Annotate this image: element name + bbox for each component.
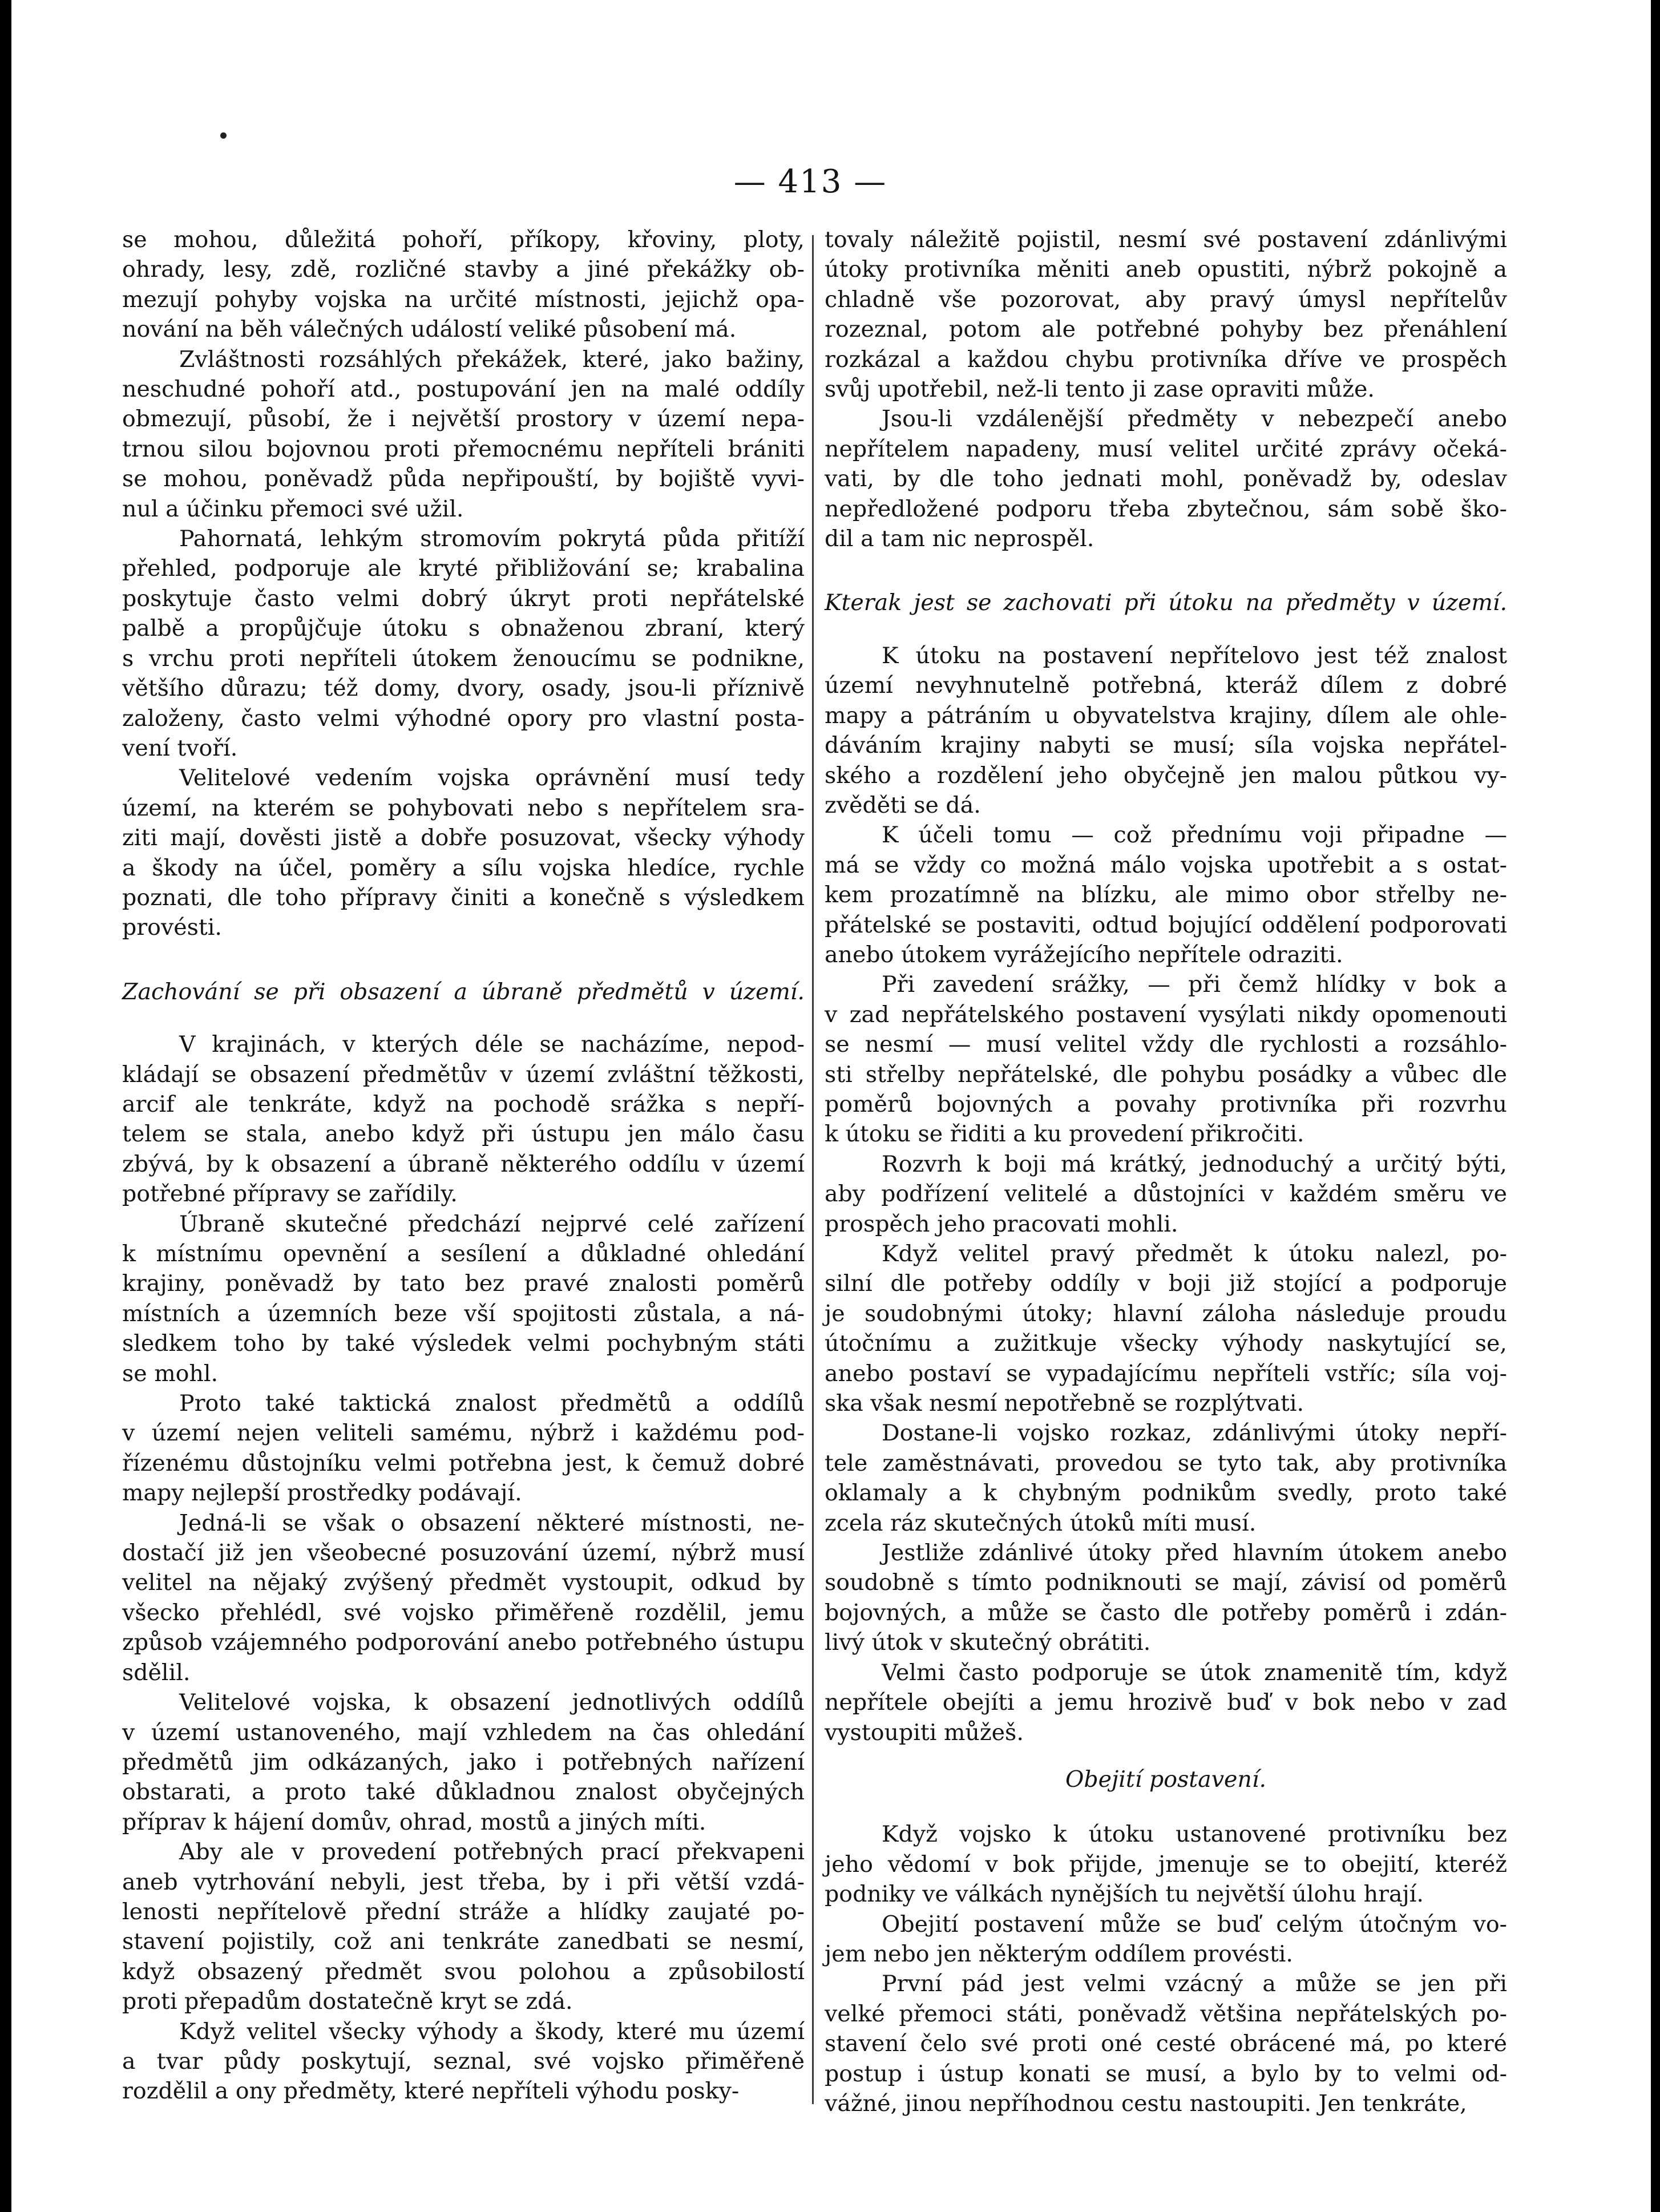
paragraph bbox=[825, 1910, 1507, 1969]
text-line: většího důrazu; též domy, dvory, osady, jsou-li příznivě bbox=[122, 675, 805, 702]
paragraph bbox=[825, 1149, 1507, 1239]
text-line: krajiny, poněvadž by tato bez pravé znalosti poměrů bbox=[122, 1270, 805, 1297]
text-line: má se vždy co možná málo vojska upotřebit a s ostat- bbox=[825, 851, 1507, 878]
text-line: oklamaly a k chybným podnikům svedly, proto také bbox=[825, 1480, 1507, 1507]
text-line: tovaly náležitě pojistil, nesmí své postavení zdánlivými bbox=[825, 227, 1507, 253]
text-line: První pád jest velmi vzácný a může se jen při bbox=[882, 1971, 1507, 1997]
text-line: livý útok v skutečný obrátiti. bbox=[825, 1629, 1151, 1656]
text-line: způsob vzájemného podporování anebo potřebného ústupu bbox=[122, 1629, 805, 1656]
text-line: soudobně s tímto podniknouti se mají, závisí od poměrů bbox=[825, 1569, 1507, 1596]
scan-border-left bbox=[0, 0, 11, 2212]
paragraph bbox=[122, 2017, 805, 2106]
text-line: prospěch jeho pracovati mohli. bbox=[825, 1210, 1178, 1237]
text-line: kem prozatímně na blízku, ale mimo obor střelby ne- bbox=[825, 882, 1507, 909]
text-line: příprav k hájení domův, ohrad, mostů a jiných míti. bbox=[122, 1809, 706, 1835]
text-line: řízenému důstojníku velmi potřebna jest, k čemuž dobré bbox=[122, 1450, 805, 1476]
paragraph bbox=[122, 1209, 805, 1388]
text-line: nepřítele obejíti a jemu hrozivě buď v bok nebo v zad bbox=[825, 1689, 1507, 1716]
text-line: Když velitel všecky výhody a škody, které mu území bbox=[179, 2018, 805, 2045]
text-line: zcela ráz skutečných útoků míti musí. bbox=[825, 1509, 1257, 1536]
text-line: Rozvrh k boji má krátký, jednoduchý a určitý býti, bbox=[882, 1151, 1507, 1177]
text-line: anebo postaví se vypadajícímu nepříteli vstříc; síla voj- bbox=[825, 1360, 1507, 1387]
paragraph bbox=[825, 1658, 1507, 1747]
text-line: sti střelby nepřátelské, dle pohybu posádky a vůbec dle bbox=[825, 1061, 1507, 1088]
text-line: Jsou-li vzdálenější předměty v nebezpečí anebo bbox=[882, 406, 1507, 433]
page-number: — 413 — bbox=[733, 163, 887, 200]
text-line: k místnímu opevnění a sesílení a důkladné ohledání bbox=[122, 1241, 805, 1267]
text-line: Jestliže zdánlivé útoky před hlavním útokem anebo bbox=[882, 1540, 1507, 1567]
paragraph bbox=[122, 763, 805, 942]
text-line: v území ustanoveného, mají vzhledem na čas ohledání bbox=[122, 1719, 805, 1746]
text-line: velké přemoci státi, poněvadž většina nepřátelských po- bbox=[825, 2000, 1507, 2027]
right-column bbox=[825, 225, 1507, 2118]
text-line: území nevyhnutelně potřebná, kteráž dílem z dobré bbox=[825, 672, 1507, 699]
text-line: obmezují, působí, že i největší prostory v území nepa- bbox=[122, 406, 805, 433]
text-line: trnou silou bojovnou proti přemocnému nepříteli brániti bbox=[122, 435, 805, 462]
text-line: K účeli tomu — což přednímu voji připadne — bbox=[882, 822, 1507, 849]
text-line: chladně vše pozorovat, aby pravý úmysl nepřítelův bbox=[825, 286, 1507, 313]
text-line: Aby ale v provedení potřebných prací překvapeni bbox=[179, 1839, 805, 1866]
text-line: Při zavedení srážky, — při čemž hlídky v bok a bbox=[882, 971, 1507, 998]
text-line: aby podřízení velitelé a důstojníci v každém směru ve bbox=[825, 1181, 1507, 1208]
text-line: arcif ale tenkráte, když na pochodě srážka s nepří- bbox=[122, 1091, 805, 1117]
text-line: Úbraně skutečné předchází nejprvé celé zařízení bbox=[179, 1210, 805, 1237]
text-line: s vrchu proti nepříteli útokem ženoucímu se podnikne, bbox=[122, 645, 805, 672]
text-line: aneb vytrhování nebyli, jest třeba, by i při větší vzdá- bbox=[122, 1868, 805, 1895]
paragraph bbox=[825, 1538, 1507, 1658]
text-line: se mohou, poněvadž půda nepřipouští, by bojiště vyvi- bbox=[122, 466, 805, 493]
text-line: ska však nesmí nepotřebně se rozplýtvati. bbox=[825, 1390, 1304, 1417]
text-line: Velitelové vedením vojska oprávnění musí tedy bbox=[179, 765, 805, 792]
text-line: poznati, dle toho přípravy činiti a konečně s výsledkem bbox=[122, 884, 805, 911]
column-divider bbox=[812, 235, 814, 2104]
paragraph bbox=[122, 524, 805, 763]
text-line: telem se stala, anebo když při ústupu jen málo času bbox=[122, 1121, 805, 1148]
paragraph bbox=[825, 1239, 1507, 1418]
text-line: postup i ústup konati se musí, a bylo by to velmi od- bbox=[825, 2060, 1507, 2087]
paragraph bbox=[122, 1030, 805, 1209]
text-line: stavení čelo své proti oné cesté obrácené má, po které bbox=[825, 2031, 1507, 2057]
text-line: velitel na nějaký zvýšený předmět vystoupit, odkud by bbox=[122, 1569, 805, 1596]
section-heading: Kterak jest se zachovati při útoku na předměty v území. bbox=[825, 590, 1507, 616]
text-line: poskytuje často velmi dobrý úkryt proti nepřátelské bbox=[122, 585, 805, 612]
text-line: rozkázal a každou chybu protivníka dříve ve prospěch bbox=[825, 346, 1507, 373]
paragraph bbox=[825, 1819, 1507, 1909]
text-line: mapy a pátráním u obyvatelstva krajiny, dílem ale ohle- bbox=[825, 702, 1507, 729]
text-line: a tvar půdy poskytují, seznal, své vojsko přiměřeně bbox=[122, 2048, 805, 2074]
text-line: neschudné pohoří atd., postupování jen na malé oddíly bbox=[122, 376, 805, 403]
text-line: dil a tam nic neprospěl. bbox=[825, 526, 1094, 552]
text-line: obstarati, a proto také důkladnou znalost obyčejných bbox=[122, 1779, 805, 1806]
text-line: nování na běh válečných událostí veliké působení má. bbox=[122, 316, 737, 343]
text-line: kládají se obsazení předmětův v území zvláštní těžkosti, bbox=[122, 1061, 805, 1088]
text-line: vati, by dle toho jednati mohl, poněvadž by, odeslav bbox=[825, 466, 1507, 493]
text-line: anebo útokem vyrážejícího nepřítele odraziti. bbox=[825, 941, 1343, 968]
text-line: Velitelové vojska, k obsazení jednotlivých oddílů bbox=[179, 1689, 805, 1716]
text-line: proti přepadům dostatečně kryt se zdá. bbox=[122, 1988, 573, 2015]
text-line: Dostane-li vojsko rozkaz, zdánlivými útoky nepří- bbox=[882, 1420, 1507, 1447]
text-line: Proto také taktická znalost předmětů a oddílů bbox=[179, 1390, 805, 1417]
text-line: ziti mají, dověsti jistě a dobře posuzovat, všecky výhody bbox=[122, 825, 805, 851]
paragraph bbox=[122, 1688, 805, 1837]
text-line: mezují pohyby vojska na určité místnosti, jejichž opa- bbox=[122, 286, 805, 313]
paragraph bbox=[825, 225, 1507, 404]
text-line: stavení pojistily, což ani tenkráte zanedbati se nesmí, bbox=[122, 1928, 805, 1955]
text-line: se mohl. bbox=[122, 1360, 219, 1387]
text-line: sledkem toho by také výsledek velmi pochybným státi bbox=[122, 1330, 805, 1357]
text-line: svůj upotřebil, než-li tento ji zase opraviti může. bbox=[825, 376, 1375, 403]
text-line: dáváním krajiny nabyti se musí; síla vojska nepřátel- bbox=[825, 732, 1507, 759]
paragraph bbox=[122, 1837, 805, 2016]
text-line: jem nebo jen některým oddílem provésti. bbox=[825, 1940, 1293, 1967]
text-line: silní dle potřeby oddíly v boji již stojící a podporuje bbox=[825, 1270, 1507, 1297]
text-line: v zad nepřátelského postavení vysýlati nikdy opomenouti bbox=[825, 1001, 1507, 1028]
text-line: V krajinách, v kterých déle se nacházíme, nepod- bbox=[179, 1031, 805, 1058]
text-line: potřebné přípravy se zařídily. bbox=[122, 1181, 458, 1208]
text-line: vystoupiti můžeš. bbox=[825, 1719, 1024, 1746]
text-line: vážné, jinou nepříhodnou cestu nastoupiti. Jen tenkráte, bbox=[825, 2090, 1467, 2117]
text-line: tele zaměstnávati, provedou se tyto tak, aby protivníka bbox=[825, 1450, 1507, 1476]
text-line: útočnímu a zužitkuje všecky výhody naskytující se, bbox=[825, 1330, 1507, 1357]
paragraph bbox=[825, 1418, 1507, 1538]
text-line: bojovných, a může se často dle potřeby poměrů i zdán- bbox=[825, 1599, 1507, 1626]
paragraph bbox=[122, 1508, 805, 1688]
text-line: ohrady, lesy, zdě, rozličné stavby a jiné překážky ob- bbox=[122, 256, 805, 283]
text-line: zbývá, by k obsazení a úbraně některého oddílu v území bbox=[122, 1151, 805, 1177]
paragraph bbox=[825, 970, 1507, 1149]
left-column bbox=[122, 225, 805, 2106]
text-line: přehled, podporuje ale kryté přibližování se; krabalina bbox=[122, 555, 805, 582]
paragraph bbox=[825, 1969, 1507, 2118]
text-line: nepředložené podporu třeba zbytečnou, sám sobě ško- bbox=[825, 495, 1507, 522]
text-line: k útoku se řiditi a ku provedení přikročiti. bbox=[825, 1121, 1304, 1148]
ink-speck bbox=[220, 132, 227, 139]
text-line: se nesmí — musí velitel vždy dle rychlosti a rozsáhlo- bbox=[825, 1031, 1507, 1058]
paragraph bbox=[825, 820, 1507, 970]
text-line: území, na kterém se pohybovati nebo s nepřítelem sra- bbox=[122, 794, 805, 821]
paragraph bbox=[122, 1388, 805, 1508]
text-line: lenosti nepřítelově přední stráže a hlídky zaujaté po- bbox=[122, 1898, 805, 1925]
text-line: poměrů bojovných a povahy protivníka při rozvrhu bbox=[825, 1091, 1507, 1117]
text-line: palbě a propůjčuje útoku s obnaženou zbraní, který bbox=[122, 615, 805, 642]
section-heading: Zachování se při obsazení a úbraně předmětů v území. bbox=[122, 978, 805, 1005]
text-line: se mohou, důležitá pohoří, příkopy, křoviny, ploty, bbox=[122, 227, 805, 253]
text-line: podniky ve válkách nynějších tu největší úlohu hrají. bbox=[825, 1881, 1424, 1908]
text-line: vení tvoří. bbox=[122, 734, 238, 761]
text-line: dostačí již jen všeobecné posuzování území, nýbrž musí bbox=[122, 1540, 805, 1567]
text-line: Když vojsko k útoku ustanovené protivníku bez bbox=[882, 1821, 1507, 1848]
paragraph bbox=[122, 225, 805, 345]
text-line: Velmi často podporuje se útok znamenitě tím, když bbox=[882, 1659, 1507, 1686]
text-line: Zvláštnosti rozsáhlých překážek, které, jako bažiny, bbox=[179, 346, 805, 373]
paragraph bbox=[825, 404, 1507, 554]
text-line: útoky protivníka měniti aneb opustiti, nýbrž pokojně a bbox=[825, 256, 1507, 283]
text-line: a škody na účel, poměry a sílu vojska hledíce, rychle bbox=[122, 854, 805, 881]
text-line: mapy nejlepší prostředky podávají. bbox=[122, 1480, 522, 1507]
paragraph bbox=[122, 345, 805, 524]
section-heading: Obejití postavení. bbox=[1065, 1766, 1267, 1793]
text-line: K útoku na postavení nepřítelovo jest též znalost bbox=[882, 642, 1507, 669]
text-line: předmětů jim odkázaných, jako i potřebných nařízení bbox=[122, 1749, 805, 1775]
text-line: v území nejen veliteli samému, nýbrž i každému pod- bbox=[122, 1420, 805, 1447]
text-line: ského a rozdělení jeho obyčejně jen malou půtkou vy- bbox=[825, 762, 1507, 789]
text-line: rozdělil a ony předměty, které nepříteli výhodu posky- bbox=[122, 2078, 740, 2105]
text-line: je soudobnými útoky; hlavní záloha následuje proudu bbox=[825, 1300, 1507, 1327]
text-line: Jedná-li se však o obsazení některé místnosti, ne- bbox=[179, 1509, 805, 1536]
text-line: Pahornatá, lehkým stromovím pokrytá půda přitíží bbox=[179, 526, 805, 552]
text-line: když obsazený předmět svou polohou a způsobilostí bbox=[122, 1958, 805, 1985]
scan-border-right bbox=[1651, 0, 1660, 2212]
text-line: Když velitel pravý předmět k útoku nalezl, po- bbox=[882, 1241, 1507, 1267]
text-line: nepřítelem napadeny, musí velitel určité zprávy očeká- bbox=[825, 435, 1507, 462]
text-line: jeho vědomí v bok přijde, jmenuje se to obejití, kteréž bbox=[825, 1851, 1507, 1878]
text-line: všecko přehlédl, své vojsko přiměřeně rozdělil, jemu bbox=[122, 1599, 805, 1626]
text-line: nul a účinku přemoci své užil. bbox=[122, 495, 464, 522]
text-line: Obejití postavení může se buď celým útočným vo- bbox=[882, 1911, 1507, 1937]
text-line: zvěděti se dá. bbox=[825, 792, 981, 818]
text-line: sdělil. bbox=[122, 1659, 191, 1686]
paragraph bbox=[825, 641, 1507, 820]
text-line: rozeznal, potom ale potřebné pohyby bez přenáhlení bbox=[825, 316, 1507, 343]
text-line: založeny, často velmi výhodné opory pro vlastní posta- bbox=[122, 705, 805, 732]
text-line: místních a územních beze vší spojitosti zůstala, a ná- bbox=[122, 1300, 805, 1327]
text-line: provésti. bbox=[122, 914, 222, 941]
text-line: přátelské se postaviti, odtud bojující oddělení podporovati bbox=[825, 911, 1507, 938]
